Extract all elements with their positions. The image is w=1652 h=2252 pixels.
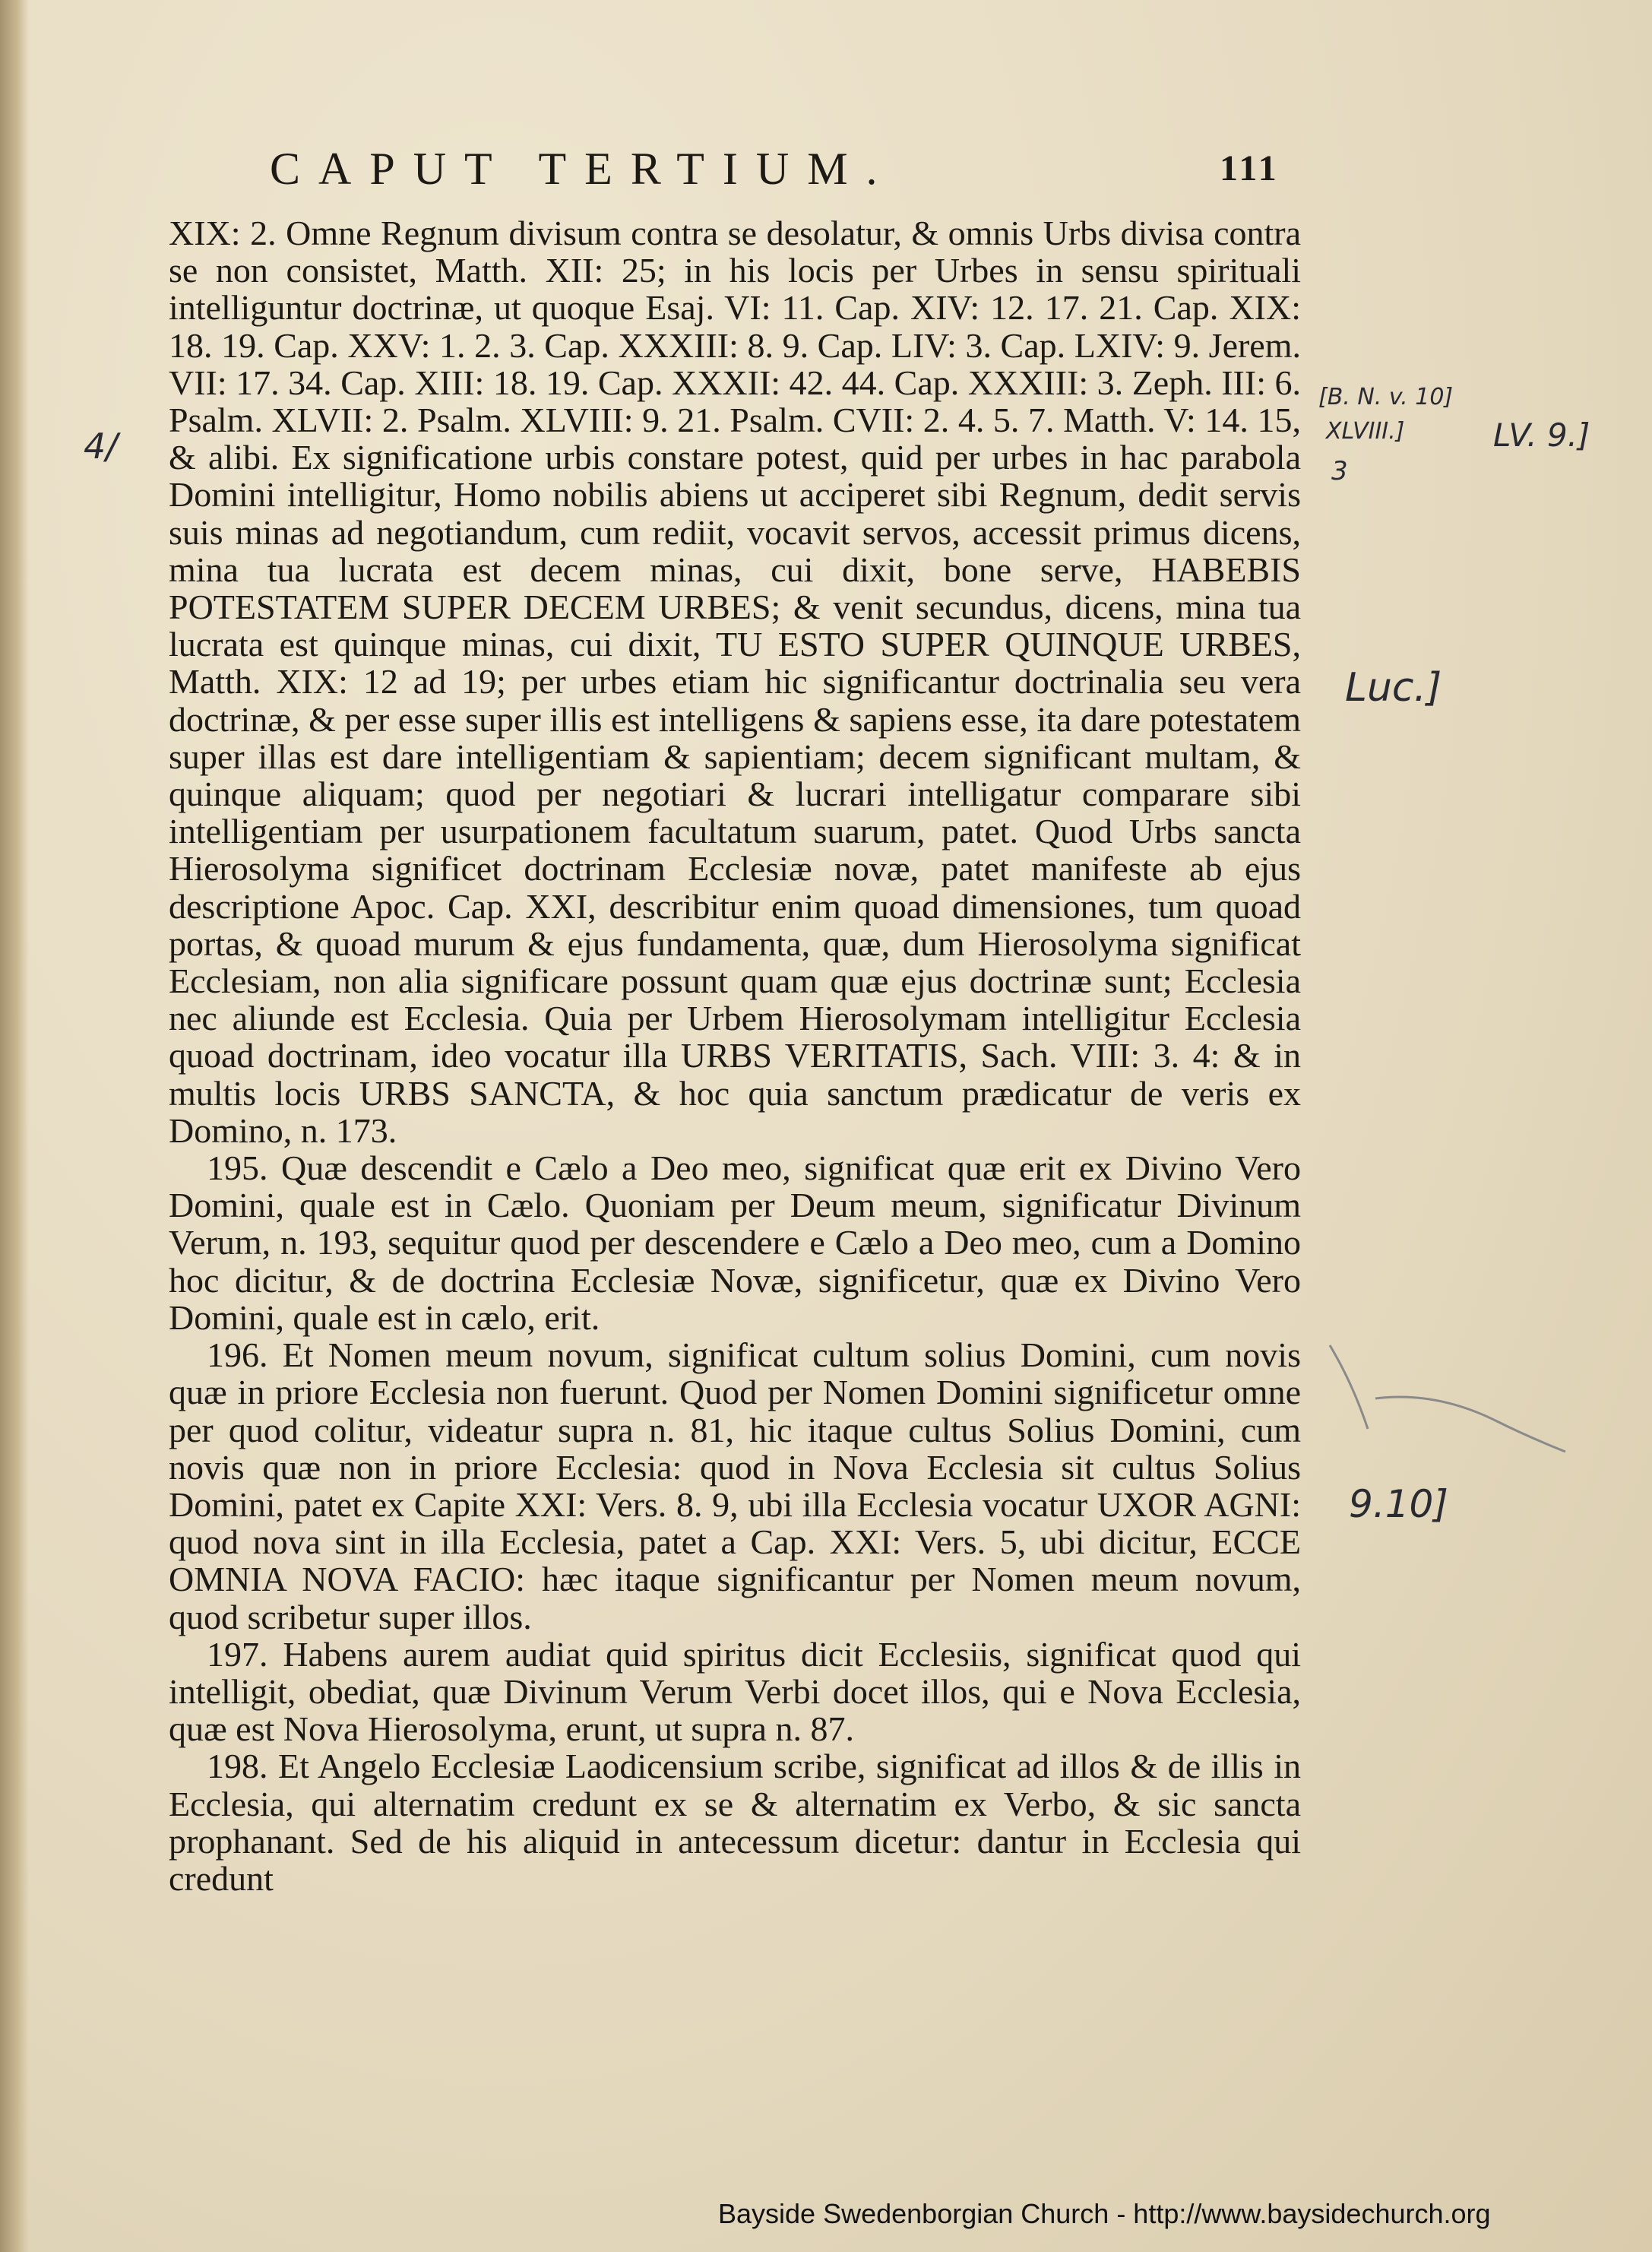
paragraph-196: 196. Et Nomen meum novum, significat cultum solius Domini, cum novis quæ in priore Ecclesia non fuerunt. Quod per Nomen Domini significetur omne per quod colitur, videatur supra n. 81, hic itaque cultus Solius Domini, cum novis quæ non in priore Ecclesia: quod in Nova Ecclesia sit cultus Solius Domini, patet ex Capite XXI: Vers. 8. 9, ubi illa Ecclesia vocatur UXOR AGNI: quod nova sint in illa Ecclesia, patet a Cap. XXI: Vers. 5, ubi dicitur, ECCE OMNIA NOVA FACIO: hæc itaque significantur per Nomen meum novum, quod scribetur super illos. bbox=[169, 1335, 1301, 1636]
margin-note-digit: 3 bbox=[1331, 456, 1348, 486]
footer-credit: Bayside Swedenborgian Church - http://www.baysidechurch.org bbox=[718, 2198, 1491, 2229]
margin-note-reference: [B. N. v. 10] bbox=[1318, 384, 1454, 410]
chapter-title: CAPUT TERTIUM. bbox=[270, 144, 896, 194]
paragraph-195: 195. Quæ descendit e Cælo a Deo meo, significat quæ erit ex Divino Vero Domini, quale est in Cælo. Quoniam per Deum meum, significatur Divinum Verum, n. 193, sequitur quod per descendere e Cælo a Deo meo, cum a Domino hoc dicitur, & de doctrina Ecclesiæ Novæ, significetur, quæ ex Divino Vero Domini, quale est in cælo, erit. bbox=[169, 1148, 1301, 1337]
paragraph-198: 198. Et Angelo Ecclesiæ Laodicensium scribe, significat ad illos & de illis in Ecclesia, qui alternatim credunt ex se & alternatim ex Verbo, & sic sancta prophanant. Sed de his aliquid in antecessum dicetur: dantur in Ecclesia qui credunt bbox=[169, 1747, 1301, 1898]
paragraph-continuation: XIX: 2. Omne Regnum divisum contra se desolatur, & omnis Urbs divisa contra se non consistet, Matth. XII: 25; in his locis per Urbes in sensu spirituali intelliguntur doctrinæ, ut quoque Esaj. VI: 11. Cap. XIV: 12. 17. 21. Cap. XIX: 18. 19. Cap. XXV: 1. 2. 3. Cap. XXXIII: 8. 9. Cap. LIV: 3. Cap. LXIV: 9. Jerem. VII: 17. 34. Cap. XIII: 18. 19. Cap. XXXII: 42. 44. Cap. XXXIII: 3. Zeph. III: 6. Psalm. XLVII: 2. Psalm. XLVIII: 9. 21. Psalm. CVII: 2. 4. 5. 7. Matth. V: 14. 15, & alibi. Ex significatione urbis constare potest, quid per urbes in hac parabola Domini intelligitur, Homo nobilis abiens ut acciperet sibi Regnum, dedit servis suis minas ad negotiandum, cum rediit, vocavit servos, accessit primus dicens, mina tua lucrata est decem minas, cui dixit, bone serve, HABEBIS POTESTATEM SUPER DECEM URBES; & venit secundus, dicens, mina tua lucrata est quinque minas, cui dixit, TU ESTO SUPER QUINQUE URBES, Matth. XIX: 12 ad 19; per urbes etiam hic significantur doctrinalia seu vera doctrinæ, & per esse super illis est intelligens & sapiens esse, ita dare potestatem super illas est dare intelligentiam & sapientiam; decem significant multam, & quinque aliquam; quod per negotiari & lucrari intelligatur comparare sibi intelligentiam per usurpationem facultatum suarum, patet. Quod Urbs sancta Hierosolyma significet doctrinam Ecclesiæ novæ, patet manifeste ab ejus descriptione Apoc. Cap. XXI, describitur enim quoad dimensiones, tum quoad portas, & quoad murum & ejus fundamenta, quæ, dum Hierosolyma significat Ecclesiam, non alia significare possunt quam quæ ejus doctrinæ sunt; Ecclesia nec aliunde est Ecclesia. Quia per Urbem Hierosolymam intelligitur Ecclesia quoad doctrinam, ideo vocatur illa URBS VERITATIS, Sach. VIII: 3. 4: & in multis locis URBS SANCTA, & hoc quia sanctum prædicatur de veris ex Domino, n. 173. bbox=[169, 214, 1301, 1150]
page-number: 111 bbox=[1220, 148, 1280, 188]
running-header bbox=[0, 143, 1652, 204]
margin-note-correction: XLVIII.] bbox=[1326, 418, 1405, 445]
margin-note-luke: Luc.] bbox=[1345, 665, 1442, 711]
margin-note-psalm: LV. 9.] bbox=[1493, 417, 1590, 454]
paragraph-197: 197. Habens aurem audiat quid spiritus dicit Ecclesiis, significat quod qui intelligit, obediat, quæ Divinum Verum Verbi docet illos, qui e Nova Ecclesia, quæ est Nova Hierosolyma, erunt, ut supra n. 87. bbox=[169, 1634, 1301, 1749]
body-text bbox=[169, 214, 1301, 1897]
margin-note-verses: 9.10] bbox=[1349, 1482, 1448, 1526]
pencil-scribble-mark bbox=[1322, 1338, 1573, 1467]
margin-note-left-number: 4/ bbox=[84, 426, 118, 467]
page-edge-shadow bbox=[0, 0, 29, 2252]
